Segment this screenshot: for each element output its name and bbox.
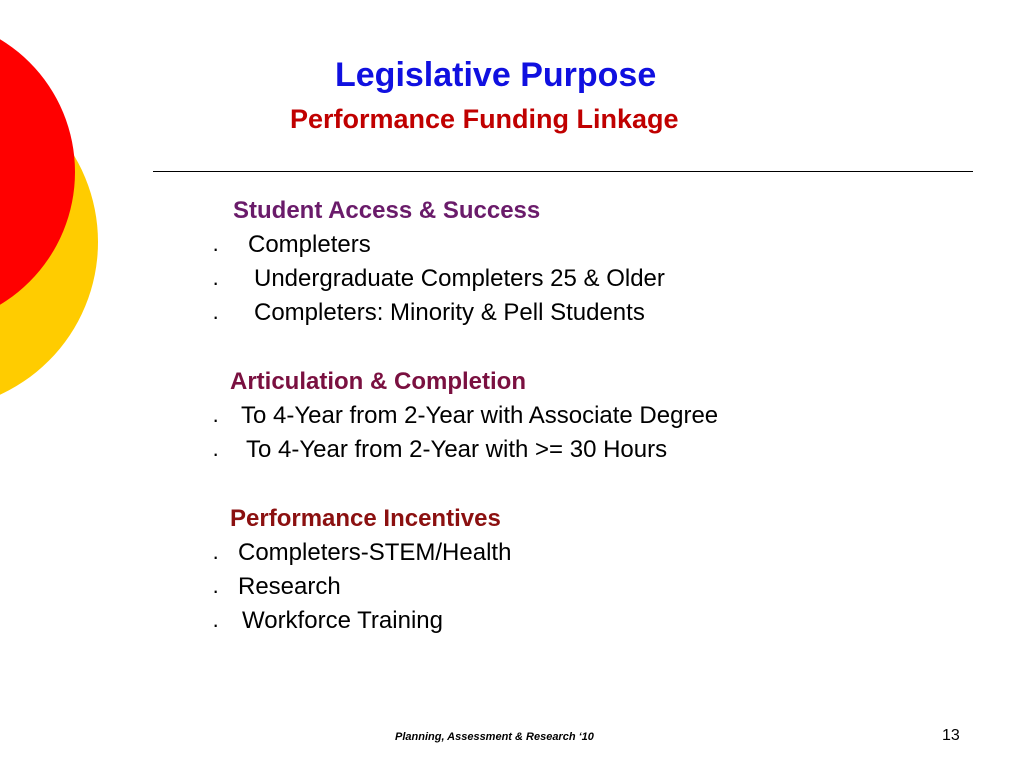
bullet-icon: · [212, 270, 220, 295]
list-item: To 4-Year from 2-Year with >= 30 Hours [246, 436, 668, 463]
bullet-icon: · [212, 304, 220, 329]
list-item: Completers-STEM/Health [238, 539, 512, 566]
list-item: Completers [248, 231, 371, 258]
title-divider [153, 171, 973, 172]
bullet-icon: · [212, 544, 220, 569]
bullet-icon: · [212, 236, 220, 261]
bullet-icon: · [212, 441, 220, 466]
section-heading-student-access: Student Access & Success [233, 197, 541, 224]
page-number: 13 [942, 727, 960, 744]
bullet-icon: · [212, 612, 220, 637]
section-heading-performance-incentives: Performance Incentives [230, 505, 501, 532]
list-item: To 4-Year from 2-Year with Associate Degree [241, 402, 719, 429]
section-heading-articulation: Articulation & Completion [230, 368, 526, 395]
slide-subtitle: Performance Funding Linkage [290, 104, 679, 134]
bullet-icon: · [212, 407, 220, 432]
bullet-icon: · [212, 578, 220, 603]
list-item: Research [238, 573, 341, 600]
slide-title: Legislative Purpose [335, 56, 657, 94]
list-item: Undergraduate Completers 25 & Older [254, 265, 665, 292]
footer-text: Planning, Assessment & Research ‘10 [395, 731, 594, 743]
list-item: Workforce Training [242, 607, 443, 634]
list-item: Completers: Minority & Pell Students [254, 299, 645, 326]
decorative-circles [0, 0, 110, 420]
